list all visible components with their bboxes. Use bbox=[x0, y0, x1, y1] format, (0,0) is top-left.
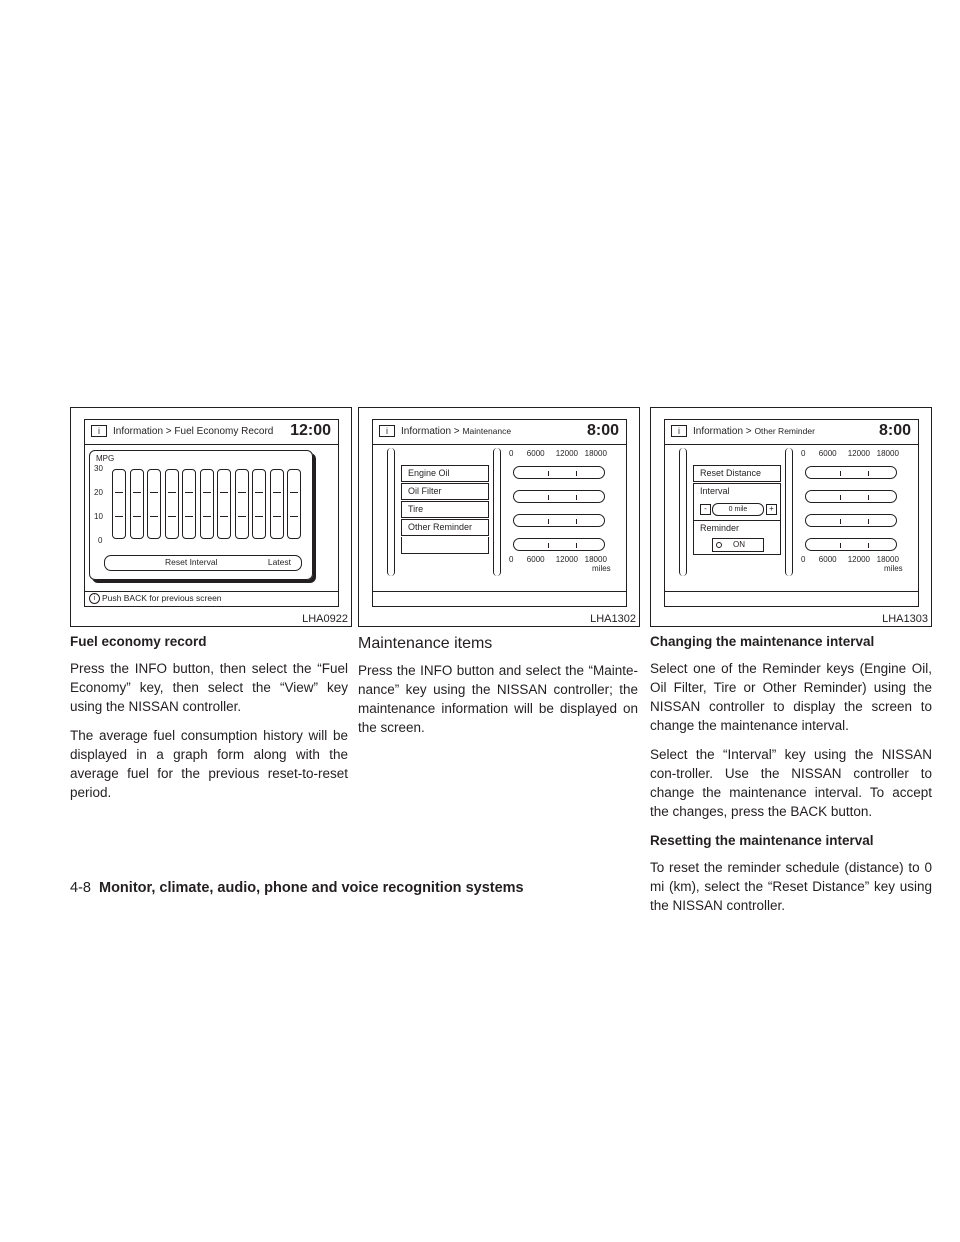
info-icon: i bbox=[91, 425, 107, 437]
reset-interval-bar[interactable] bbox=[104, 555, 302, 571]
menu-blank bbox=[401, 537, 489, 554]
schedule-bar bbox=[513, 490, 605, 503]
column-fuel-economy bbox=[70, 632, 348, 812]
column-maintenance-items bbox=[358, 634, 638, 747]
figure-code: LHA1302 bbox=[590, 613, 636, 625]
y-tick: 10 bbox=[94, 512, 103, 521]
info-icon: i bbox=[671, 425, 687, 437]
info-circle-icon: i bbox=[89, 593, 100, 604]
graph-column bbox=[130, 469, 144, 539]
title-sub: Maintenance bbox=[462, 426, 512, 436]
figure-code: LHA1303 bbox=[882, 613, 928, 625]
schedule-bar bbox=[805, 490, 897, 503]
y-tick: 30 bbox=[94, 464, 103, 473]
section-heading: Maintenance items bbox=[358, 635, 493, 652]
paragraph: Press the INFO button, then select the “Fuel Economy” key, then select the “View” key using the NISSAN controller. bbox=[70, 661, 348, 714]
reminder-section bbox=[693, 521, 781, 555]
axis-tick: 12000 bbox=[555, 555, 578, 564]
clock: 8:00 bbox=[586, 422, 619, 439]
axis-tick: 6000 bbox=[526, 449, 545, 458]
y-tick: 20 bbox=[94, 488, 103, 497]
title-sub: Other Reminder bbox=[754, 426, 815, 436]
axis-bottom bbox=[509, 555, 607, 564]
screen-title bbox=[401, 426, 511, 437]
reminder-toggle[interactable] bbox=[712, 538, 764, 552]
clock: 8:00 bbox=[878, 422, 911, 439]
graph-column bbox=[200, 469, 214, 539]
graph-panel bbox=[89, 450, 313, 580]
info-icon: i bbox=[379, 425, 395, 437]
screen-maintenance bbox=[372, 419, 627, 607]
graph-column bbox=[112, 469, 126, 539]
reset-distance-key[interactable]: Reset Distance bbox=[693, 465, 781, 482]
title-main: Information > bbox=[401, 426, 460, 437]
screen-footer bbox=[373, 591, 626, 606]
axis-tick: 0 bbox=[509, 555, 514, 564]
axis-tick: 6000 bbox=[818, 555, 837, 564]
plus-button[interactable]: + bbox=[766, 504, 777, 515]
column-changing-interval bbox=[650, 632, 932, 925]
screen-footer bbox=[85, 591, 338, 606]
title-main: Information > bbox=[693, 426, 752, 437]
screen-header bbox=[373, 420, 626, 445]
menu-other-reminder[interactable]: Other Reminder bbox=[401, 519, 489, 536]
section-heading: Fuel economy record bbox=[70, 634, 207, 649]
axis-tick: 12000 bbox=[555, 449, 578, 458]
axis-tick: 18000 bbox=[876, 449, 899, 458]
reminder-label: Reminder bbox=[700, 523, 740, 533]
screen-fuel-economy bbox=[84, 419, 339, 607]
paragraph: To reset the reminder schedule (distance) to 0 mi (km), select the “Reset Distance” key using the NISSAN controller. bbox=[650, 860, 932, 913]
y-tick: 0 bbox=[98, 536, 103, 545]
page-number: 4-8 bbox=[70, 880, 91, 896]
graph-column bbox=[252, 469, 266, 539]
graph-column bbox=[235, 469, 249, 539]
menu-engine-oil[interactable]: Engine Oil bbox=[401, 465, 489, 482]
clock: 12:00 bbox=[290, 422, 331, 439]
menu-oil-filter[interactable]: Oil Filter bbox=[401, 483, 489, 500]
figure-maintenance bbox=[358, 407, 640, 627]
axis-tick: 0 bbox=[801, 555, 806, 564]
screen-title bbox=[693, 426, 815, 437]
interval-value[interactable]: 0 mile bbox=[712, 503, 764, 516]
screen-header bbox=[85, 420, 338, 445]
left-scroll-indicator[interactable] bbox=[679, 448, 687, 576]
axis-unit: miles bbox=[592, 564, 611, 573]
schedule-bar bbox=[805, 514, 897, 527]
schedule-bar bbox=[805, 538, 897, 551]
graph-column bbox=[165, 469, 179, 539]
section-title: Monitor, climate, audio, phone and voice recognition systems bbox=[99, 880, 524, 896]
axis-tick: 6000 bbox=[526, 555, 545, 564]
schedule-bar bbox=[513, 538, 605, 551]
screen-title: Information > Fuel Economy Record bbox=[113, 426, 274, 437]
menu-tire[interactable]: Tire bbox=[401, 501, 489, 518]
screen-footer bbox=[665, 591, 918, 606]
section-heading: Resetting the maintenance interval bbox=[650, 833, 874, 848]
left-scroll-indicator[interactable] bbox=[387, 448, 395, 576]
figure-code: LHA0922 bbox=[302, 613, 348, 625]
footer-hint: Push BACK for previous screen bbox=[102, 593, 222, 603]
axis-bottom bbox=[801, 555, 899, 564]
graph-column bbox=[217, 469, 231, 539]
reminder-value: ON bbox=[733, 540, 745, 549]
schedule-bar bbox=[513, 514, 605, 527]
screen-header bbox=[665, 420, 918, 445]
paragraph: Press the INFO button and select the “Mainte-nance” key using the NISSAN controller; the maintenance information will be displayed on the screen. bbox=[358, 663, 638, 735]
latest-label: Latest bbox=[267, 557, 291, 567]
axis-unit: miles bbox=[884, 564, 903, 573]
schedule-bar bbox=[513, 466, 605, 479]
axis-top bbox=[801, 449, 899, 458]
graph-column bbox=[147, 469, 161, 539]
axis-top bbox=[509, 449, 607, 458]
paragraph: Select the “Interval” key using the NISSAN con-troller. Use the NISSAN controller to change the maintenance interval. To accept the changes, press the BACK button. bbox=[650, 747, 932, 819]
axis-tick: 12000 bbox=[847, 555, 870, 564]
figure-other-reminder bbox=[650, 407, 932, 627]
right-scroll-indicator[interactable] bbox=[785, 448, 793, 576]
axis-tick: 18000 bbox=[876, 555, 899, 564]
page-footer bbox=[70, 880, 524, 896]
paragraph: Select one of the Reminder keys (Engine Oil, Oil Filter, Tire or Other Reminder) using the NISSAN controller to display the screen to change the maintenance interval. bbox=[650, 661, 932, 733]
screen-other-reminder bbox=[664, 419, 919, 607]
paragraph: The average fuel consumption history will be displayed in a graph form along with the average fuel for the previous reset-to-reset period. bbox=[70, 728, 348, 800]
schedule-bar bbox=[805, 466, 897, 479]
figure-fuel-economy-record bbox=[70, 407, 352, 627]
reset-interval-label: Reset Interval bbox=[165, 557, 218, 567]
axis-tick: 0 bbox=[801, 449, 806, 458]
axis-tick: 18000 bbox=[584, 449, 607, 458]
axis-tick: 18000 bbox=[584, 555, 607, 564]
axis-tick: 0 bbox=[509, 449, 514, 458]
interval-label: Interval bbox=[700, 486, 730, 496]
interval-section bbox=[693, 483, 781, 521]
toggle-indicator-icon bbox=[716, 542, 722, 548]
minus-button[interactable]: - bbox=[700, 504, 711, 515]
axis-tick: 12000 bbox=[847, 449, 870, 458]
right-scroll-indicator[interactable] bbox=[493, 448, 501, 576]
graph-column bbox=[270, 469, 284, 539]
unit-label: MPG bbox=[96, 454, 115, 463]
section-heading: Changing the maintenance interval bbox=[650, 634, 875, 649]
axis-tick: 6000 bbox=[818, 449, 837, 458]
graph-column bbox=[182, 469, 196, 539]
graph-column bbox=[287, 469, 301, 539]
